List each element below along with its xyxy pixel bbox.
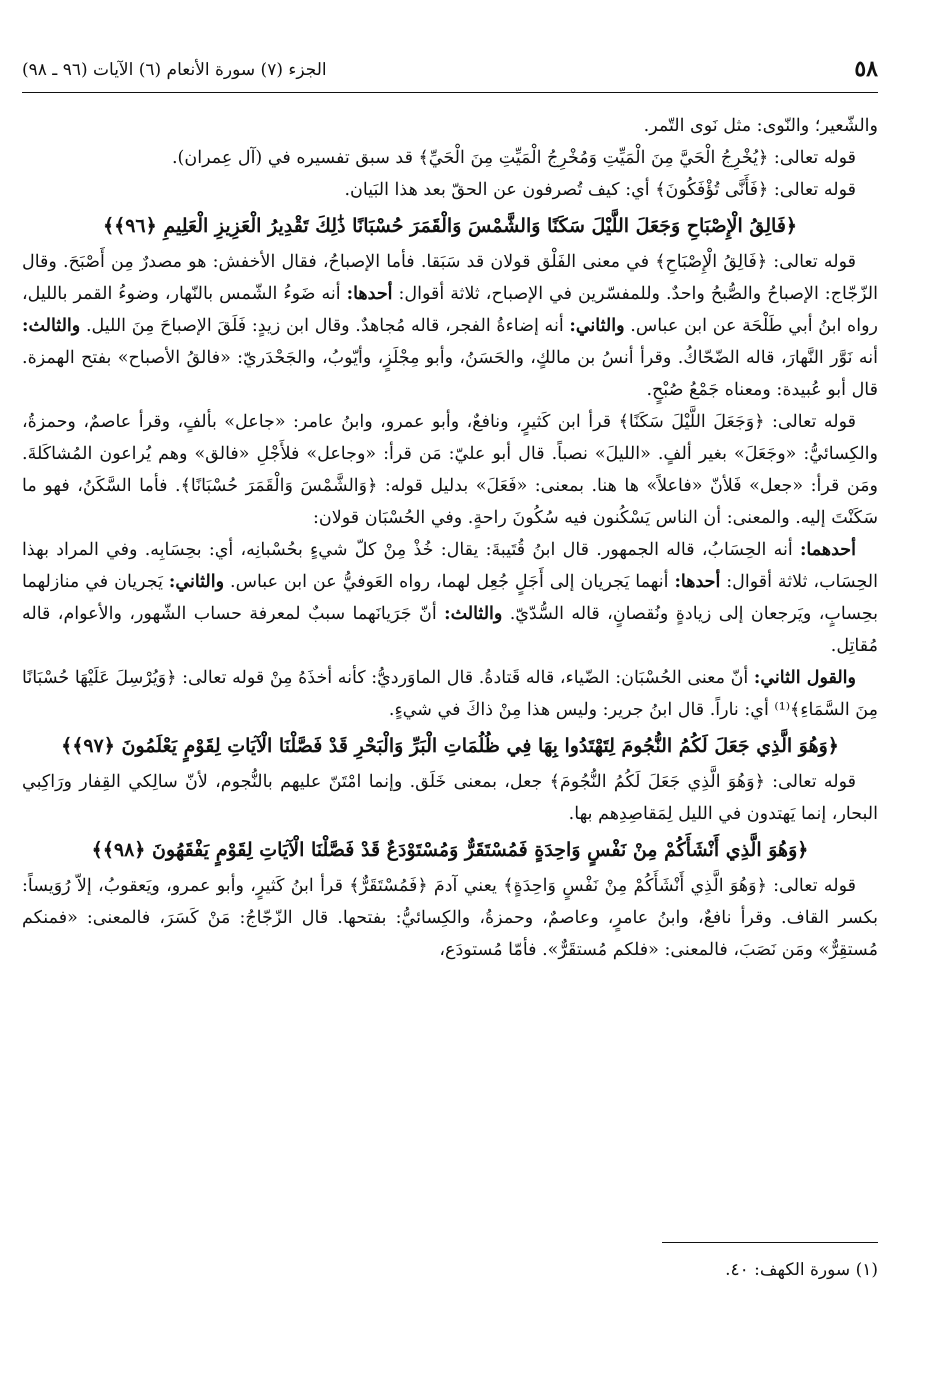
- paragraph: [22, 246, 878, 406]
- page-number: ٥٨: [854, 56, 878, 82]
- commentary-text: أنّ جَرَيانَهما سببٌ لمعرفة حساب الشّهور، والأعوام، قاله مُقاتِل.: [22, 604, 878, 656]
- book-page: [22, 52, 878, 1362]
- paragraph: والشّعير؛ والنّوى: مثل نَوى التّمر.: [643, 116, 878, 136]
- paragraph: قوله تعالى: ﴿وَهُوَ الَّذِي جَعَلَ لَكُمُ النُّجُومَ﴾ جعل، بمعنى خَلَق. وإنما امْتَنّ عليهم بالنُّجوم، لأنّ سالِكي القِفار ورَاكِبي البحار، إنما يَهتدون في الليل لِمَقاصِدِهم بها.: [22, 772, 878, 824]
- paragraph: [22, 662, 878, 726]
- paragraph: قوله تعالى: ﴿وَهُوَ الَّذِي أَنْشَأَكُمْ مِنْ نَفْسٍ وَاحِدَةٍ﴾ يعني آدمَ ﴿فَمُسْتَقَرٌّ﴾ قرأ ابنُ كَثيرٍ، وأبو عمرو، ويَعقوبُ، إلاّ رُوَيساً: بكسر القاف. وقرأ نافعٌ، وابنُ عامرٍ، وعاصمٌ، وحمزةُ، والكِسائيُّ: بفتحها. قال الزّجّاجُ: مَنْ كَسَرَ، فالمعنى: «فمنكم مُستقِرٌّ» ومَن نَصَبَ، فالمعنى: «فلكم مُستقَرٌّ». فأمّا مُستودَع،: [22, 876, 878, 960]
- quran-verse-97: ﴿وَهُوَ الَّذِي جَعَلَ لَكُمُ النُّجُومَ لِتَهْتَدُوا بِهَا فِي ظُلُمَاتِ الْبَرِّ وَالْبَحْرِ قَدْ فَصَّلْنَا الْآيَاتِ لِقَوْمٍ يَعْلَمُونَ ﴿٩٧﴾﴾: [61, 735, 839, 757]
- running-head: الجزء (٧) سورة الأنعام (٦) الآيات (٩٦ ـ ٩٨): [22, 60, 327, 80]
- page-body: [22, 110, 878, 966]
- opinion-label: أحدها:: [346, 284, 393, 304]
- footnote-divider: [662, 1242, 878, 1243]
- commentary-text: أنهما يَجريان إلى أَجَلٍ جُعِل لهما، رواه العَوفيُّ عن ابن عباس.: [230, 572, 669, 592]
- commentary-text: أنه الحِسَابُ، قاله الجمهور. قال ابنُ قُتَيبةَ: يقال: خُذْ مِنْ كلّ شيءٍ بحُسْبانِه، أي: بحِسَابِه. وفي المراد بهذا الحِسَاب، ثلاثة أقوال:: [22, 540, 878, 592]
- commentary-text: قوله تعالى: ﴿فَالِقُ الْإِصْبَاحِ﴾ في معنى الفَلْق قولان قد سَبَقا. فأما الإصباحُ، فقال الأخفش: هو مصدرٌ مِن أَصْبَحَ. وقال الزّجّاج: الإصباحُ والصُّبحُ واحدٌ. وللمفسّرين في الإصباح، ثلاثة أقوال:: [22, 252, 879, 304]
- commentary-text: أنّ معنى الحُسْبَان: الضّياء، قاله قَتادةُ. قال الماوَرديُّ: كأنه أخذَهُ مِنْ قوله تعالى: ﴿وَيُرْسِلَ عَلَيْهَا حُسْبَانًا مِنَ السَّمَاءِ﴾⁽¹⁾ أي: ناراً. قال ابنُ جرير: وليس هذا مِنْ ذاكَ في شيءٍ.: [22, 668, 878, 720]
- opinion-label: والثالث:: [444, 604, 503, 624]
- commentary-text: أنه ضَوءُ الشّمس بالنّهار، وضوءُ القمر بالليل، رواه ابنُ أبي طَلْحَة عن ابن عباس.: [22, 284, 878, 336]
- commentary-text: أنه إضاءةُ الفجر، قاله مُجاهدٌ. وقال ابن زيدٍ: فَلَقَ الإصباحَ مِنَ الليل.: [85, 316, 564, 336]
- quran-verse-98: ﴿وَهُوَ الَّذِي أَنْشَأَكُمْ مِنْ نَفْسٍ وَاحِدَةٍ فَمُسْتَقَرٌّ وَمُسْتَوْدَعٌ قَدْ فَصَّلْنَا الْآيَاتِ لِقَوْمٍ يَفْقَهُونَ ﴿٩٨﴾﴾: [91, 839, 809, 861]
- opinion-label: والثاني:: [569, 316, 625, 336]
- paragraph: [22, 534, 878, 662]
- footnote: (١) سورة الكهف: ٤٠.: [725, 1260, 878, 1280]
- opinion-label: والثالث:: [22, 316, 81, 336]
- opinion-label: أحدهما:: [799, 540, 856, 560]
- page-header: [22, 52, 878, 93]
- opinion-label: والقول الثاني:: [753, 668, 856, 688]
- quran-verse-96: ﴿فَالِقُ الْإِصْبَاحِ وَجَعَلَ اللَّيْلَ سَكَنًا وَالشَّمْسَ وَالْقَمَرَ حُسْبَانًا ذَٰلِكَ تَقْدِيرُ الْعَزِيزِ الْعَلِيمِ ﴿٩٦﴾﴾: [102, 215, 798, 237]
- opinion-label: أحدها:: [674, 572, 721, 592]
- paragraph: قوله تعالى: ﴿فَأَنَّى تُؤْفَكُونَ﴾ أي: كيف تُصرفون عن الحقّ بعد هذا البَيان.: [344, 180, 856, 200]
- commentary-text: أنه نَوَّر النَّهارَ، قاله الضّحّاكُ. وقرأ أنسُ بن مالكٍ، والحَسَنُ، وأبو مِجْلَزٍ، وأيّوبُ، والجَحْدَريّ: «فالقُ الأصباح» بفتح الهمزة. قال أبو عُبيدة: ومعناه جَمْعُ صُبْحٍ.: [22, 348, 878, 400]
- commentary-text: يَجريان في منازلهما بحِسابٍ، ويَرجعان إلى زيادةٍ ونُقصانٍ، قاله السُّدّيّ.: [22, 572, 878, 624]
- opinion-label: والثاني:: [168, 572, 225, 592]
- paragraph: قوله تعالى: ﴿يُخْرِجُ الْحَيَّ مِنَ الْمَيِّتِ وَمُخْرِجُ الْمَيِّتِ مِنَ الْحَيِّ﴾ قد سبق تفسيره في (آل عِمران).: [171, 148, 856, 168]
- paragraph: قوله تعالى: ﴿وَجَعَلَ اللَّيْلَ سَكَنًا﴾ قرأ ابن كَثيرٍ، ونافعٌ، وأبو عمرو، وابنُ عامر: «جاعل» بألفٍ، وقرأ عاصمٌ، وحمزةُ، والكِسائيُّ: «وجَعَلَ» بغير ألفٍ. «الليلَ» نصباً. قال أبو عليّ: مَن قرأ: «وجاعل» فلأَجْلِ «فالق» وهم يُراعون المُشاكَلةَ. ومَن قرأ: «جعل» فَلأنّ «فاعلاً» ها هنا. بمعنى: «فَعَلَ» بدليل قوله: ﴿وَالشَّمْسَ وَالْقَمَرَ حُسْبَانًا﴾. فأما السَّكَنُ، فهو ما سَكَنْتَ إليه. والمعنى: أن الناس يَسْكُنون فيه سُكُونَ راحةٍ. وفي الحُسْبَان قولان:: [22, 412, 878, 528]
